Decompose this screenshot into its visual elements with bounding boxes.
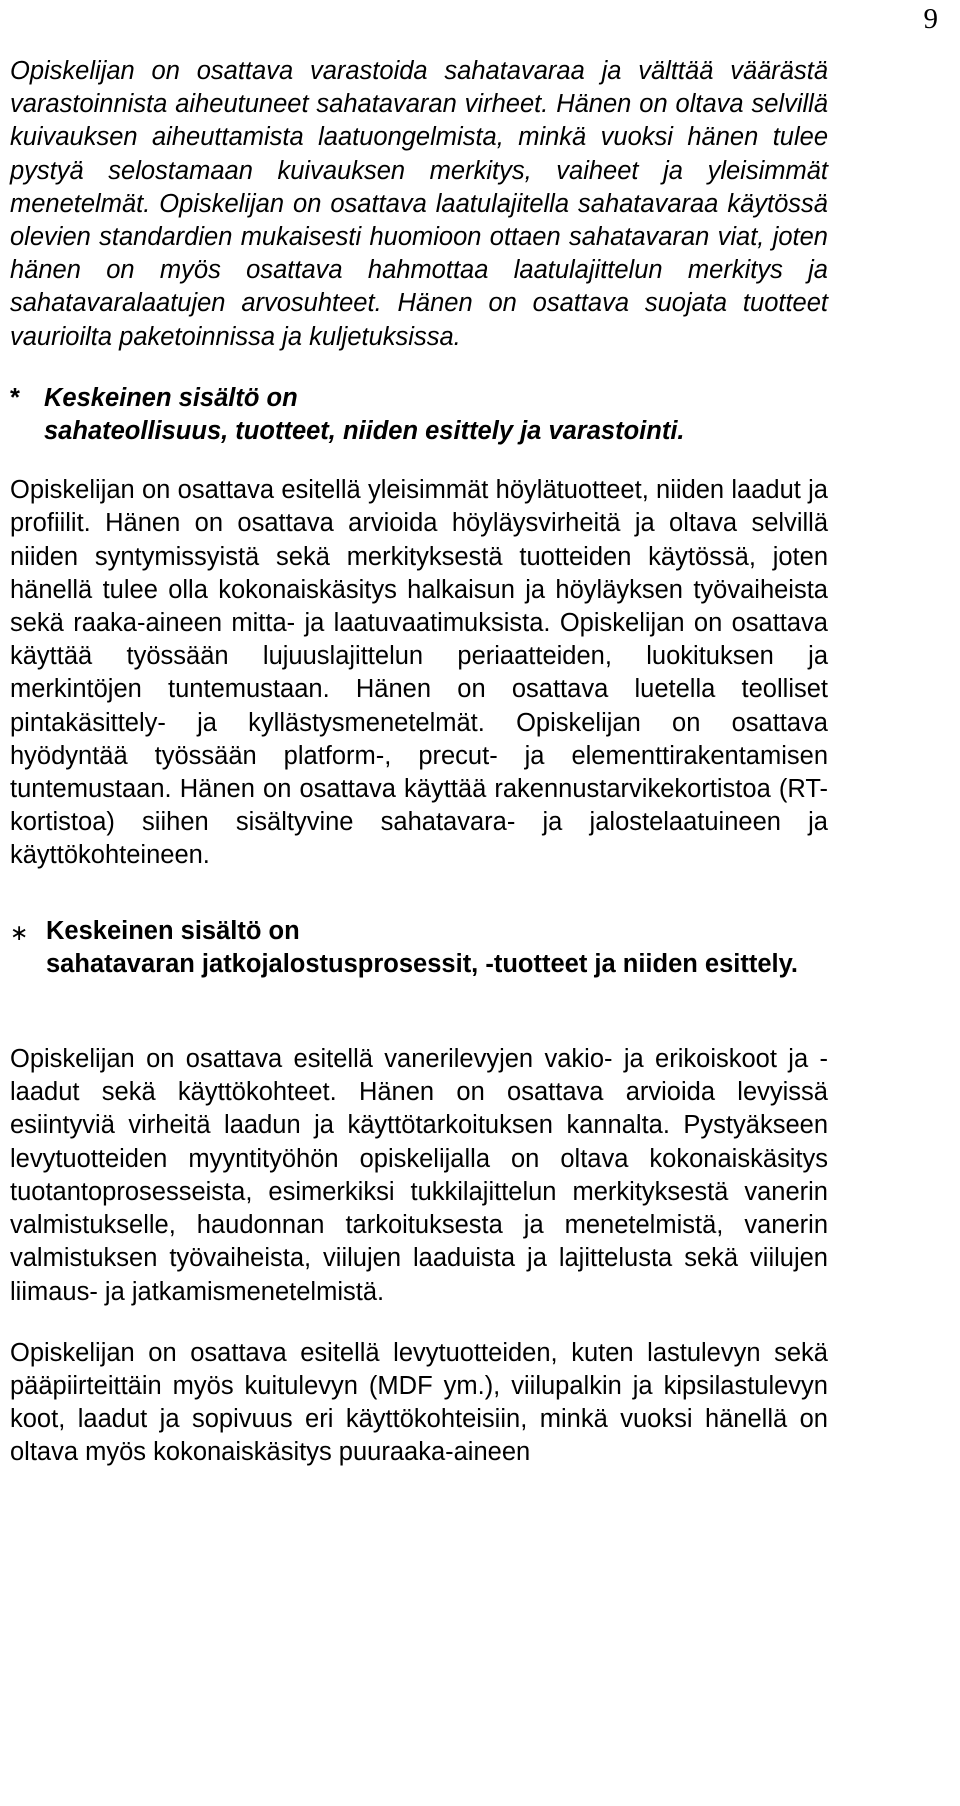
page-number: 9 [923,3,938,35]
asterisk-bullet-icon: * [10,383,20,412]
paragraph-planed-products: Opiskelijan on osattava esitellä yleisimmät höylätuotteet, niiden laadut ja profiilit. Hänen on osattava arvioida höyläysvirheitä ja oltava selvillä niiden syntymissyistä sekä merkityksestä tuotteiden käytössä, joten hänellä tulee olla kokonaiskäsitys halkaisun ja höyläyksen työvaiheista sekä raaka-aineen mitta- ja laatuvaatimuksista. Opiskelijan on osattava käyttää työssään lujuuslajittelun periaatteiden, luokituksen ja merkintöjen tuntemustaan. Hänen on osattava luetella teolliset pintakäsittely- ja kyllästysmenetelmät. Opiskelijan on osattava hyödyntää työssään platform-, precut- ja elementtirakentamisen tuntemustaan. Hänen on osattava käyttää rakennustarvikekortistoa (RT-kortistoa) siihen sisältyvine sahatavara- ja jalostelaatuineen ja käyttökohteineen. [10,476,828,870]
paragraph-board-products: Opiskelijan on osattava esitellä levytuotteiden, kuten lastulevyn sekä pääpiirteittäin myös kuitulevyn (MDF ym.), viilupalkin ja kipsilastulevyn koot, laadut ja sopivuus eri käyttökohteisiin, minkä vuoksi hänellä on oltava myös kokonaiskäsitys puuraaka-aineen [10,1338,828,1467]
paragraph-sawn-timber-storage: Opiskelijan on osattava varastoida sahatavaraa ja välttää väärästä varastoinnista aiheutuneet sahatavaran virheet. Hänen on oltava selvillä kuivauksen aiheuttamista laatuongelmista, minkä vuoksi hänen tulee pystyä selostamaan kuivauksen merkitys, vaiheet ja yleisimmät menetelmät. Opiskelijan on osattava laatulajitella sahatavaraa käytössä olevien standardien mukaisesti huomioon ottaen sahatavaran viat, joten hänen on myös osattava hahmottaa laatulajittelun merkitys ja sahatavaralaatujen arvosuhteet. Hänen on osattava suojata tuotteet vaurioilta paketoinnissa ja kuljetuksissa. [10,57,828,351]
key-content-heading-processing [10,915,828,981]
heading-intro: Keskeinen sisältö on [46,916,300,945]
asterisk-bullet-icon: ∗ [10,920,29,946]
key-content-heading-sawmill [10,382,828,448]
paragraph-plywood: Opiskelijan on osattava esitellä vanerilevyjen vakio- ja erikoiskoot ja -laadut sekä käyttökohteet. Hänen on osattava arvioida levyissä esiintyviä virheitä laadun ja käyttötarkoituksen kannalta. Pystyäkseen levytuotteiden myyntityöhön opiskelijalla on oltava kokonaiskäsitys tuotantoprosesseista, esimerkiksi tukkilajittelun merkityksestä vanerin valmistukselle, haudonnan tarkoituksesta ja menetelmistä, vanerin valmistuksen työvaiheista, viilujen laaduista ja lajittelusta sekä viilujen liimaus- ja jatkamismenetelmistä. [10,1045,828,1306]
document-body [10,55,828,1470]
heading-intro: Keskeinen sisältö on [44,383,298,412]
heading-topic: sahateollisuus, tuotteet, niiden esittely ja varastointi. [44,417,685,446]
heading-topic: sahatavaran jatkojalostusprosessit, -tuotteet ja niiden esittely. [46,949,799,978]
